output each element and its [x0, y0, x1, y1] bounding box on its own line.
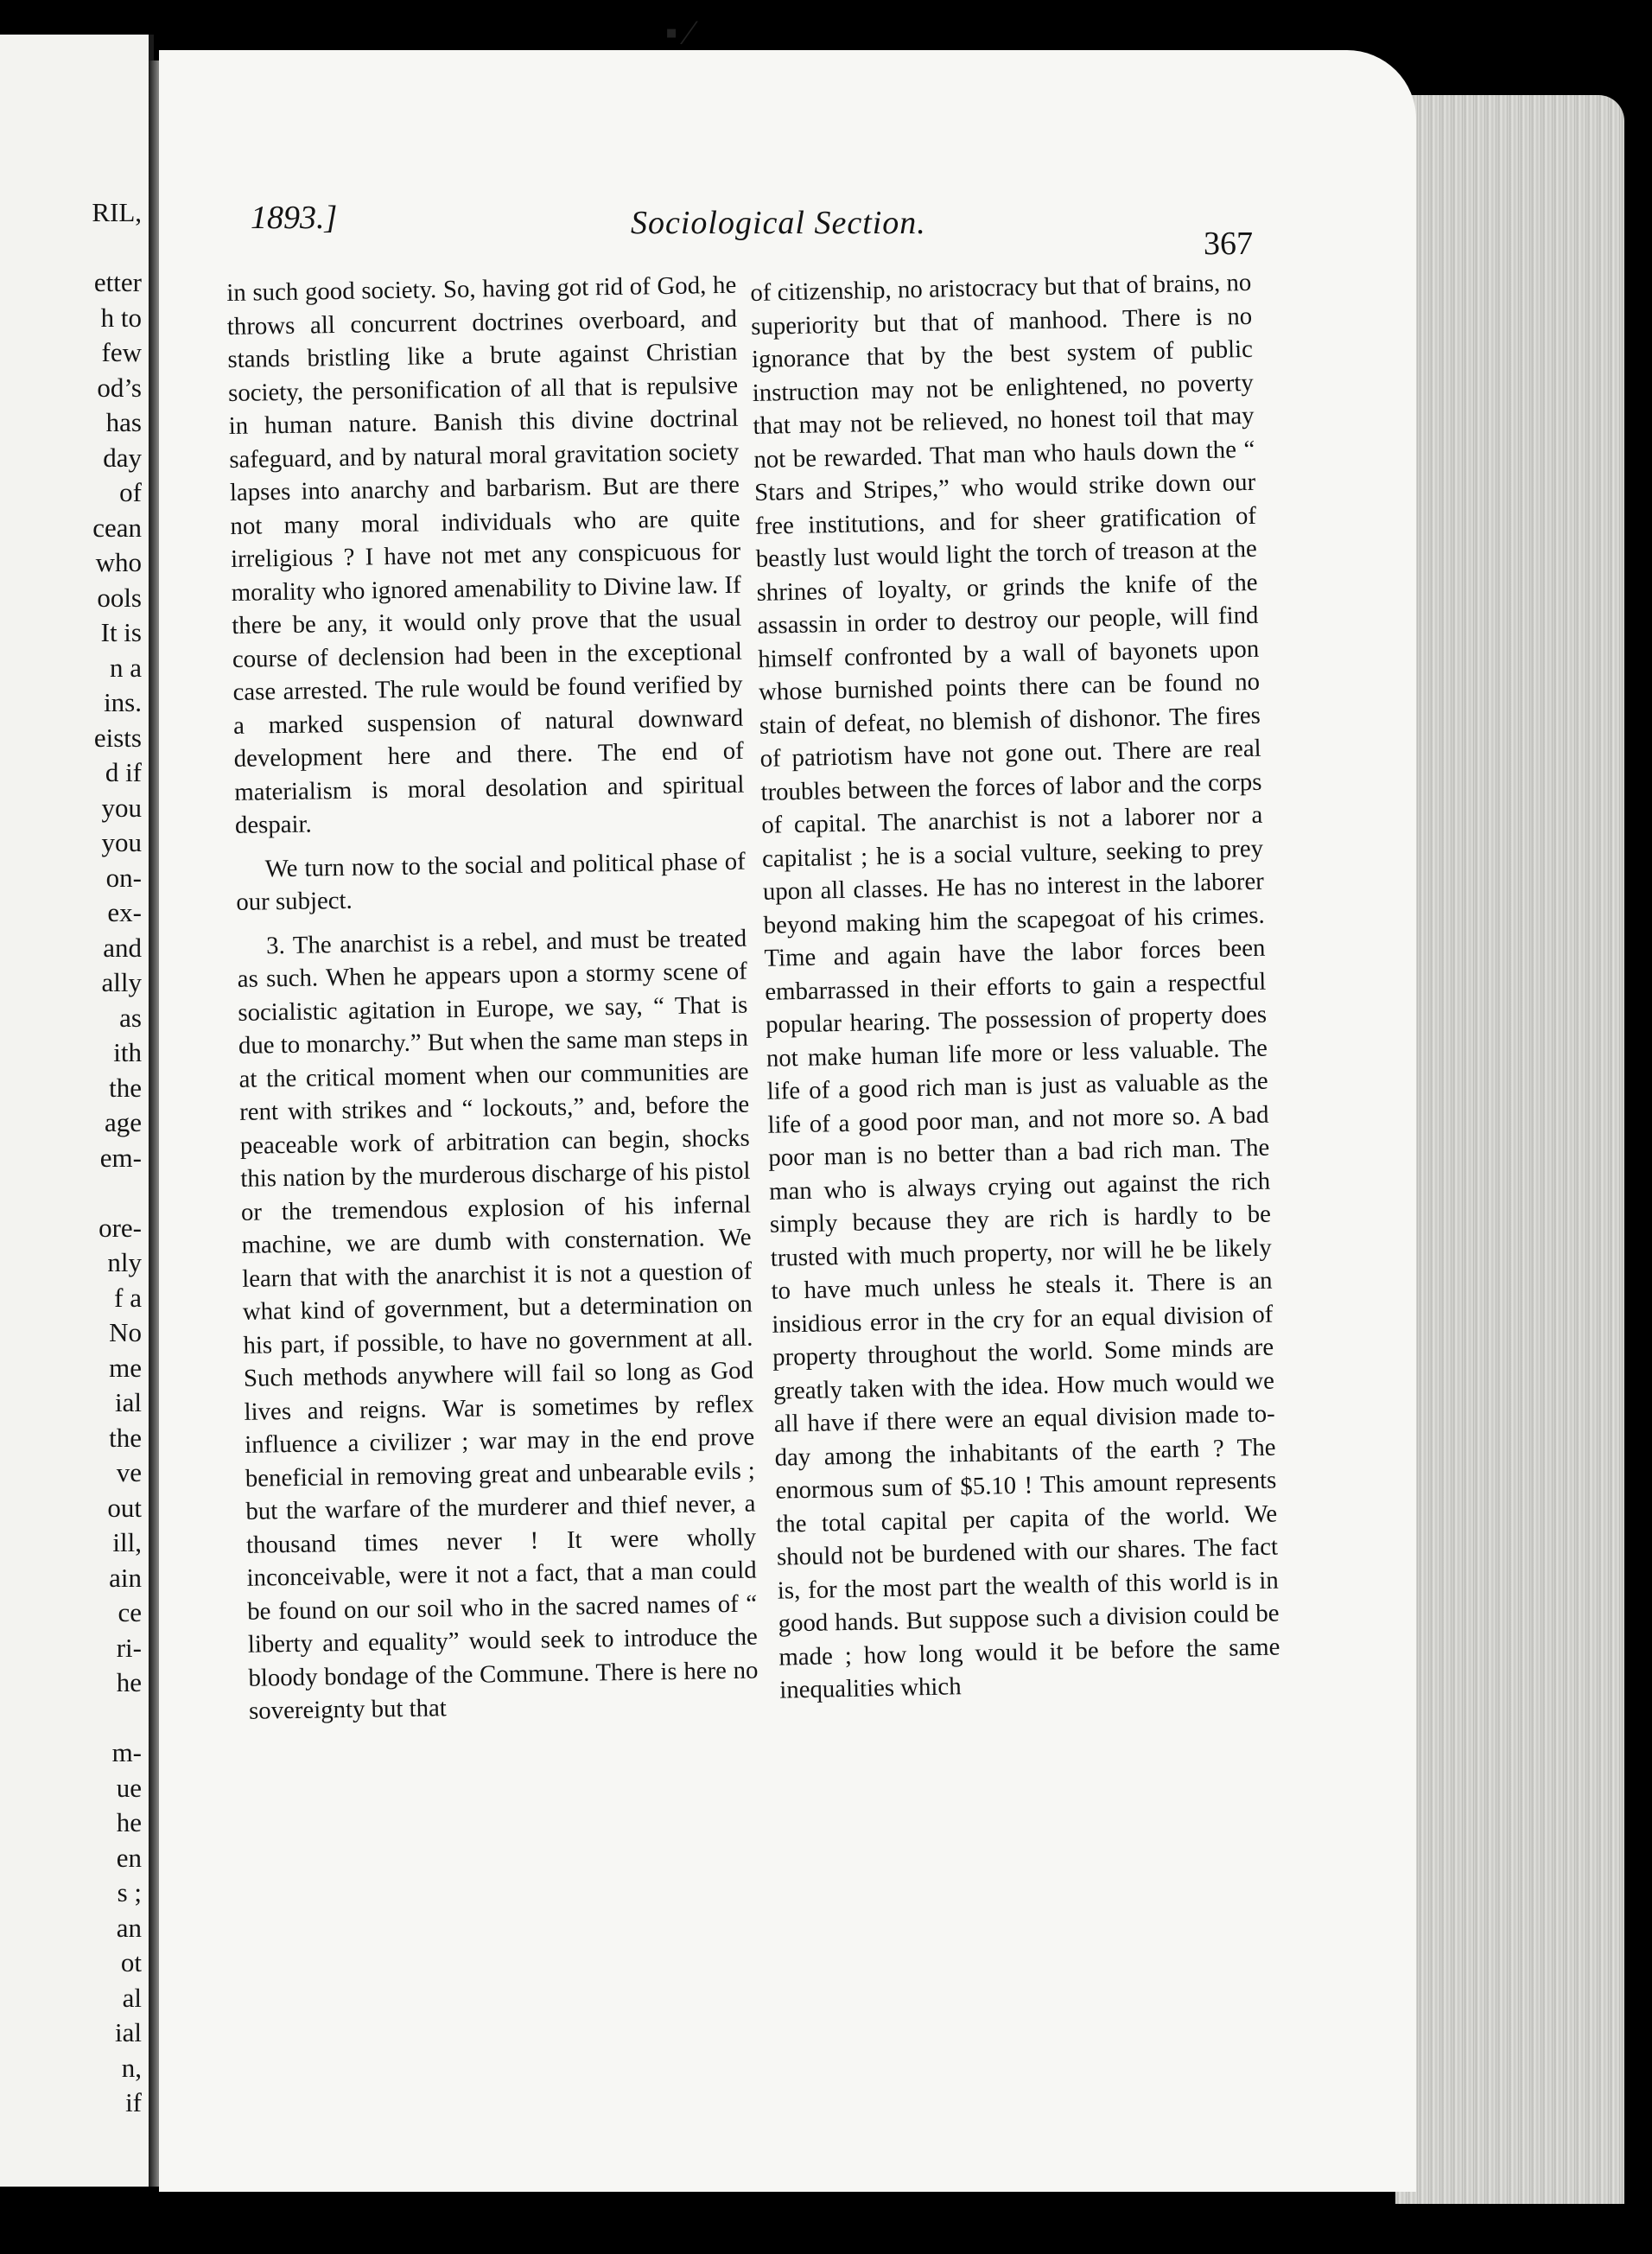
left-page-line-fragment: ain	[109, 1562, 142, 1593]
left-page-line-fragment: ve	[116, 1457, 142, 1487]
left-page-line-fragment: ot	[120, 1947, 142, 1977]
left-page-line-fragment: It is	[100, 617, 142, 647]
left-page-line-fragment: ith	[113, 1037, 142, 1067]
left-page-line-fragment: and	[103, 932, 142, 963]
left-page-line-fragment: al	[122, 1982, 142, 2013]
left-page-line-fragment: nly	[107, 1247, 142, 1277]
left-page-line-fragment: he	[116, 1667, 142, 1697]
left-page-line-fragment: ools	[97, 582, 142, 613]
left-page-line-fragment: h to	[100, 302, 142, 333]
left-page-line-fragment: on-	[105, 862, 142, 893]
right-text-column	[750, 266, 1281, 1707]
left-page-line-fragment: eists	[93, 722, 142, 753]
left-page-line-fragment: if	[125, 2087, 142, 2117]
paragraph: of citizenship, no aristocracy but that of brains, no superiority but that of manhood. There is no ignorance that by the best system of public instruction may not be enlightened, no poverty that may not be relieved, no honest toil that may not be rewarded. That man who hauls down the “ Stars and Stripes,” who would strike down our free institutions, and for sheer gratification of beastly lust would light the torch of treason at the shrines of loyalty, or grinds the knife of the assassin in order to destroy our people, will find himself confronted by a wall of bayonets upon whose burnished points there can be found no stain of defeat, no blemish of dishonor. The fires of patriotism have not gone out. There are real troubles between the forces of labor and the corps of capital. The anarchist is not a laborer nor a capitalist ; he is a social vulture, seeking to prey upon all classes. He has no interest in the laborer beyond making him the scapegoat of his crimes. Time and again have the labor forces been embarrassed in their efforts to gain a respectful popular hearing. The possession of property does not make human life more or less valuable. The life of a good rich man is just as valuable as the life of a good poor man, and not more so. A bad poor man is no better than a bad rich man. The man who is always crying out against the rich simply because they are rich is hardly to be trusted with much property, nor will he be likely to have much unless he steals it. There is an insidious error in the cry for an equal division of property throughout the world. Some minds are greatly taken with the idea. How much would we all have if there were an equal division made to-day among the inhabitants of the earth ? The enormous sum of $5.10 ! This amount represents the total capital per capita of the world. We should not be burdened with our shares. The fact is, for the most part the wealth of this world is in good hands. But suppose such a division could be made ; how long would it be before the same inequalities which	[750, 268, 1280, 1704]
scan-marks: ▪ ⁄	[665, 13, 692, 52]
left-page-line-fragment: ue	[116, 1772, 142, 1803]
left-page-line-fragment: of	[119, 477, 142, 507]
left-page-line-fragment: ill,	[112, 1527, 142, 1557]
left-text-column	[226, 269, 759, 1729]
left-page-line-fragment: od’s	[97, 372, 142, 403]
left-page-line-fragment: ore-	[98, 1212, 142, 1243]
left-page-line-fragment: d if	[105, 757, 142, 787]
left-page-line-fragment: ex-	[107, 897, 142, 927]
left-page-line-fragment: ally	[101, 967, 142, 997]
left-page-fragment	[0, 35, 154, 2187]
page-number: 367	[1204, 226, 1253, 262]
left-page-line-fragment: cean	[92, 512, 142, 543]
left-page-line-fragment: No	[109, 1317, 142, 1347]
left-page-line-fragment: etter	[93, 267, 142, 297]
left-page-line-fragment: f a	[114, 1282, 142, 1313]
running-head-title: Sociological Section.	[631, 205, 926, 241]
left-page-line-fragment: ial	[115, 1387, 142, 1417]
left-page-line-fragment: he	[116, 1807, 142, 1837]
left-page-line-fragment: as	[119, 1002, 142, 1033]
left-page-line-fragment: day	[103, 442, 142, 473]
left-page-line-fragment: ri-	[116, 1632, 142, 1663]
paragraph: in such good society. So, having got rid of God, he throws all concurrent doctrines overboard, and stands bristling like a brute against Christian society, the personification of all that is repulsive in human nature. Banish this divine doctrinal safeguard, and by natural moral gravitation society lapses into anarchy and barbarism. But are there not many moral individuals who are quite irreligious ? I have not met any conspicuous for morality who ignored amenability to Divine law. If there be any, it would only prove that the usual course of declension had been in the exceptional case arrested. The rule would be found verified by a marked suspension of natural downward development here and there. The end of materialism is moral desolation and spiritual despair.	[226, 271, 745, 839]
left-page-line-fragment: the	[109, 1072, 142, 1103]
paragraph: 3. The anarchist is a rebel, and must be treated as such. When he appears upon a stormy scene of socialistic agitation in Europe, we say, “ That is due to monarchy.” But when the same man steps in at the critical moment when our communities are rent with strikes and “ lockouts,” and, before the peaceable work of arbitration can begin, shocks this nation by the murderous discharge of his pistol or the tremendous explosion of his infernal machine, we are dumb with consternation. We learn that with the anarchist it is not a question of what kind of government, but a determination on his part, if possible, to have no government at all. Such methods anywhere will fail so long as God lives and reigns. War is sometimes by reflex influence a civilizer ; war may in the end prove beneficial in removing great and unbearable evils ; but the warfare of the murderer and thief never, a thousand times never ! It were wholly inconceivable, were it not a fact, that a man could be found on our soil who in the sacred names of “ liberty and equality” would seek to introduce the bloody bondage of the Commune. There is here no sovereignty but that	[237, 924, 759, 1725]
page-edge	[1395, 95, 1624, 2204]
left-page-line-fragment: en	[116, 1842, 142, 1873]
left-page-line-fragment: em-	[99, 1142, 142, 1173]
left-page-line-fragment: ins.	[104, 687, 142, 717]
left-page-line-fragment: age	[104, 1107, 142, 1137]
left-page-line-fragment: ial	[115, 2017, 142, 2047]
left-page-line-fragment: me	[109, 1352, 142, 1383]
paragraph: We turn now to the social and political phase of our subject.	[236, 847, 746, 916]
running-head-year: 1893.]	[251, 200, 338, 236]
left-page-line-fragment: n,	[121, 2052, 142, 2083]
left-page-line-fragment: n a	[109, 652, 142, 683]
left-page-line-fragment: RIL,	[92, 197, 142, 227]
left-page-line-fragment: you	[101, 827, 142, 857]
left-page-line-fragment: an	[116, 1912, 142, 1943]
left-page-line-fragment: out	[107, 1492, 142, 1523]
running-head	[251, 192, 1270, 262]
left-page-line-fragment: you	[101, 792, 142, 823]
left-page-line-fragment: m-	[111, 1737, 142, 1767]
left-page-line-fragment: has	[105, 407, 142, 437]
left-page-line-fragment: s ;	[117, 1877, 142, 1907]
left-page-line-fragment: the	[109, 1422, 142, 1453]
left-page-line-fragment: ce	[118, 1597, 142, 1627]
left-page-line-fragment: few	[101, 337, 142, 367]
left-page-line-fragment: who	[95, 547, 142, 577]
